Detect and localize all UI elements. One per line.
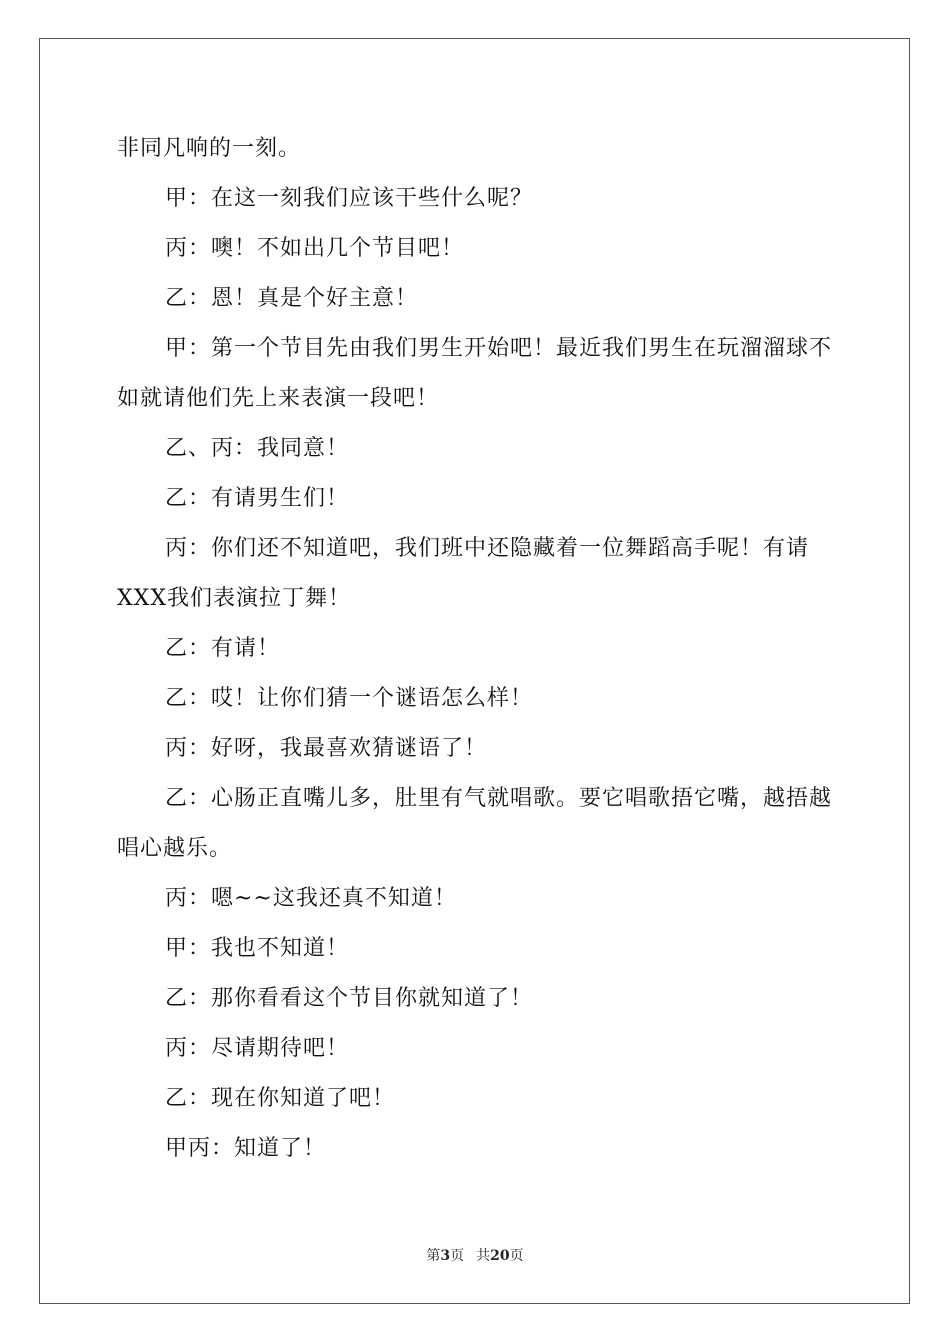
- dialogue-paragraph: 非同凡响的一刻。: [117, 136, 302, 161]
- dialogue-paragraph: 甲：第一个节目先由我们男生开始吧！最近我们男生在玩溜溜球不如就请他们先上来表演一段吧！: [117, 336, 833, 411]
- footer-total-suffix: 页: [509, 1248, 524, 1264]
- dialogue-paragraph: 甲丙：知道了！: [165, 1136, 327, 1161]
- footer-total-prefix: 共: [476, 1248, 491, 1264]
- dialogue-paragraph: 丙：尽请期待吧！: [165, 1036, 350, 1061]
- dialogue-paragraph: 乙：哎！让你们猜一个谜语怎么样！: [165, 686, 534, 711]
- footer-page-suffix: 页: [450, 1248, 465, 1264]
- dialogue-paragraph: 乙：有请！: [165, 636, 281, 661]
- dialogue-paragraph: 乙：有请男生们！: [165, 486, 350, 511]
- footer-page-prefix: 第: [426, 1248, 441, 1264]
- dialogue-paragraph: 乙：现在你知道了吧！: [165, 1086, 396, 1111]
- dialogue-paragraph: 乙：心肠正直嘴儿多，肚里有气就唱歌。要它唱歌捂它嘴，越捂越唱心越乐。: [117, 786, 833, 861]
- dialogue-paragraph: 甲：在这一刻我们应该干些什么呢？: [165, 186, 534, 211]
- footer-page-number: 3: [440, 1248, 451, 1264]
- dialogue-paragraph: 乙：那你看看这个节目你就知道了！: [165, 986, 534, 1011]
- document-body: [117, 124, 833, 1174]
- dialogue-paragraph: 丙：噢！不如出几个节目吧！: [165, 236, 465, 261]
- dialogue-paragraph: 乙、丙：我同意！: [165, 436, 350, 461]
- footer-total-pages: 20: [490, 1248, 510, 1264]
- dialogue-paragraph: 丙：你们还不知道吧，我们班中还隐藏着一位舞蹈高手呢！有请XXX我们表演拉丁舞！: [117, 536, 810, 611]
- dialogue-paragraph: 甲：我也不知道！: [165, 936, 350, 961]
- dialogue-paragraph: 乙：恩！真是个好主意！: [165, 286, 419, 311]
- dialogue-paragraph: 丙：好呀，我最喜欢猜谜语了！: [165, 736, 488, 761]
- dialogue-paragraph: 丙：嗯~~这我还真不知道！: [165, 886, 457, 911]
- page-footer: [0, 1245, 950, 1265]
